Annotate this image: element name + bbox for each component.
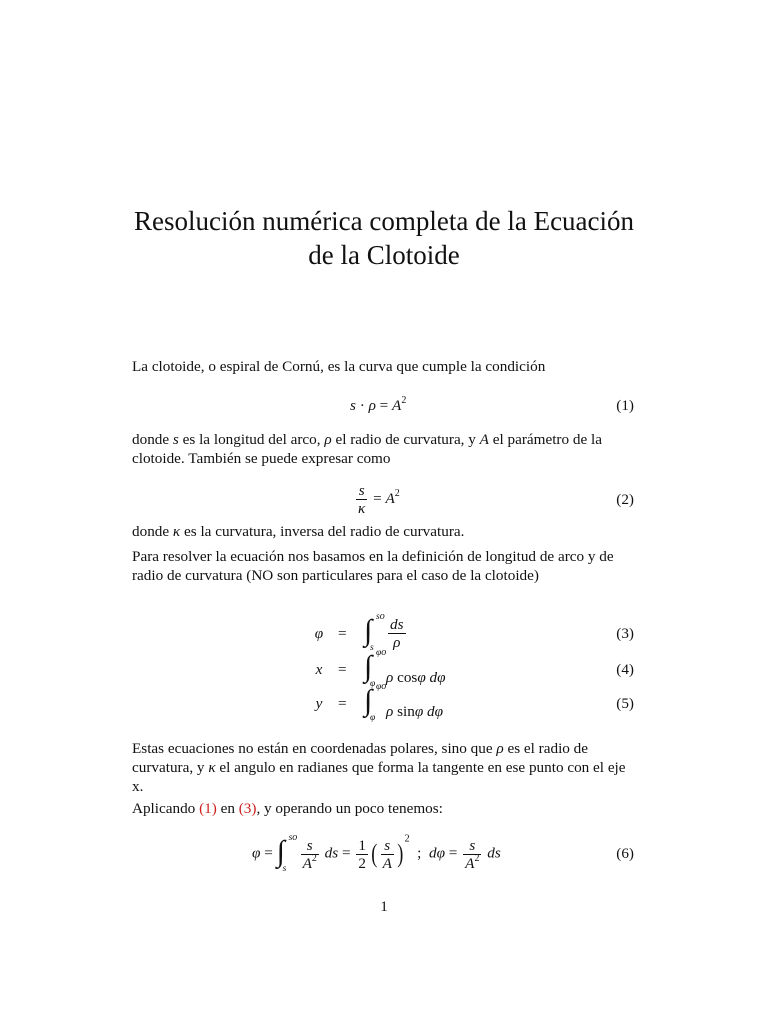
equation-2: [132, 482, 634, 518]
equation-6: [132, 834, 634, 874]
equation-2-number: (2): [616, 491, 634, 508]
paragraph-curvature: donde κ es la curvatura, inversa del radio de curvatura.: [132, 523, 465, 540]
equation-5-number: (5): [616, 695, 634, 712]
title-line-2: de la Clotoide: [308, 240, 460, 270]
equation-1: [132, 394, 634, 418]
paper-title: [100, 204, 668, 272]
equation-3-rhs: ∫ so s $\frac{ds}{\rho}$: [364, 611, 404, 653]
equation-4-number: (4): [616, 661, 634, 678]
page-number: 1: [380, 898, 388, 915]
equation-5-rhs: ∫ φo φ ρ sinφ dφ: [364, 681, 444, 723]
equation-3-number: (3): [616, 625, 634, 642]
equation-6-body: φ = ∫ so s $\frac{s}{A^2}$ ds = $\frac{1}{2}$ ( $\frac{s}{A}$ )$^2$ ; dφ = $\frac{s}{A^2}$ ds: [252, 832, 501, 874]
equation-3: φ = ∫ so s $\frac{ds}{\rho}$ (3): [314, 611, 634, 653]
equation-2-body: $\frac{s}{\kappa}$ = $A^2$: [358, 482, 400, 517]
title-line-1: Resolución numérica completa de la Ecuación: [133, 206, 635, 236]
equation-6-number: (6): [616, 845, 634, 862]
paragraph-method: Para resolver la ecuación nos basamos en la definición de longitud de arco y de radio de curvatura (NO son particulares para el caso de la clotoide): [132, 548, 614, 584]
equation-1-number: (1): [616, 397, 634, 414]
paragraph-definitions: donde s es la longitud del arco, ρ el radio de curvatura, y A el parámetro de la clotoide. También se puede expresar como: [132, 431, 602, 467]
equation-4-rhs: ∫ φo φ ρ cosφ dφ: [364, 647, 446, 689]
paragraph-apply: Aplicando (1) en (3), y operando un poco tenemos:: [132, 800, 443, 817]
paragraph-polar-note: Estas ecuaciones no están en coordenadas polares, sino que ρ es el radio de curvatura, y κ el angulo en radianes que forma la tangente en ese punto con el eje x.: [132, 740, 626, 795]
ref-equation-1[interactable]: (1): [199, 800, 217, 817]
equation-1-body: $s \cdot \rho = A^2$: [350, 395, 407, 414]
equation-4: x = ∫ φo φ ρ cosφ dφ (4): [315, 647, 634, 689]
paragraph-intro: La clotoide, o espiral de Cornú, es la curva que cumple la condición: [132, 358, 546, 375]
ref-equation-3[interactable]: (3): [238, 800, 257, 817]
equation-5: y = ∫ φo φ ρ sinφ dφ (5): [315, 681, 634, 723]
